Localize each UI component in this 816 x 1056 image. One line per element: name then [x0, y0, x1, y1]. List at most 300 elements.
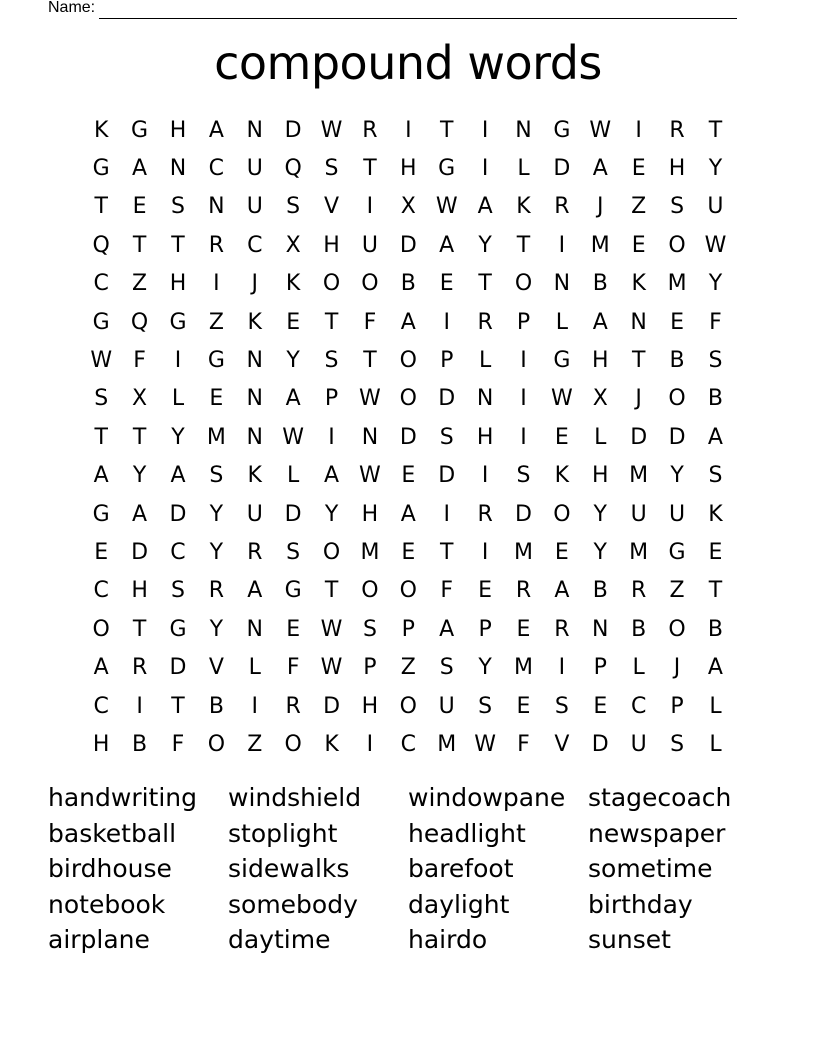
grid-letter[interactable]: D [323, 693, 341, 719]
grid-letter[interactable]: A [707, 424, 723, 450]
grid-letter[interactable]: T [94, 424, 108, 450]
grid-letter[interactable]: G [92, 501, 110, 527]
grid-letter[interactable]: Z [132, 271, 148, 297]
grid-letter[interactable]: N [361, 424, 379, 450]
grid-letter[interactable]: R [208, 578, 225, 604]
grid-letter[interactable]: W [359, 463, 381, 489]
grid-letter[interactable]: O [668, 232, 686, 258]
grid-letter[interactable]: O [514, 271, 533, 297]
grid-letter[interactable]: H [668, 156, 686, 182]
grid-letter[interactable]: W [359, 386, 381, 412]
grid-letter[interactable]: X [132, 386, 148, 412]
grid-letter[interactable]: R [131, 655, 148, 681]
grid-letter[interactable]: X [400, 194, 416, 220]
grid-letter[interactable]: D [515, 501, 532, 527]
grid-letter[interactable]: M [206, 424, 226, 450]
grid-letter[interactable]: A [400, 501, 416, 527]
grid-letter[interactable]: B [631, 616, 647, 642]
grid-letter[interactable]: O [553, 501, 571, 527]
grid-letter[interactable]: O [92, 616, 110, 642]
grid-letter[interactable]: D [169, 501, 187, 527]
grid-letter[interactable]: P [401, 616, 415, 642]
grid-letter[interactable]: N [246, 386, 263, 412]
page-title: compound words [214, 36, 602, 90]
grid-letter[interactable]: I [520, 386, 527, 412]
grid-letter[interactable]: R [208, 232, 225, 258]
grid-letter[interactable]: K [247, 309, 262, 335]
grid-letter[interactable]: A [477, 194, 493, 220]
grid-letter[interactable]: S [670, 731, 685, 757]
grid-letter[interactable]: U [361, 232, 378, 258]
grid-letter[interactable]: O [207, 731, 226, 757]
grid-letter[interactable]: P [324, 386, 339, 412]
grid-letter[interactable]: W [474, 731, 496, 757]
grid-letter[interactable]: A [285, 386, 301, 412]
grid-letter[interactable]: I [558, 232, 566, 258]
grid-letter[interactable]: Z [208, 309, 224, 335]
grid-letter[interactable]: T [363, 348, 377, 374]
grid-letter[interactable]: L [594, 424, 607, 450]
grid-letter[interactable]: I [481, 156, 489, 182]
grid-letter[interactable]: H [361, 693, 379, 719]
grid-letter[interactable]: E [593, 693, 608, 719]
grid-letter[interactable]: G [438, 156, 456, 182]
grid-letter[interactable]: R [669, 117, 685, 143]
grid-letter[interactable]: E [478, 578, 493, 604]
grid-letter[interactable]: B [132, 731, 148, 757]
grid-letter[interactable]: Q [284, 156, 302, 182]
grid-letter[interactable]: O [668, 386, 686, 412]
grid-letter[interactable]: G [668, 539, 686, 565]
grid-letter[interactable]: T [324, 309, 339, 335]
grid-letter[interactable]: G [92, 309, 110, 335]
grid-letter[interactable]: W [704, 232, 727, 258]
grid-letter[interactable]: K [324, 731, 339, 757]
grid-letter[interactable]: A [170, 463, 186, 489]
grid-letter[interactable]: C [170, 539, 186, 565]
grid-letter[interactable]: I [520, 348, 527, 374]
grid-letter[interactable]: T [631, 348, 646, 374]
grid-letter[interactable]: G [553, 348, 571, 374]
grid-letter[interactable]: H [169, 117, 187, 143]
grid-letter[interactable]: G [131, 117, 149, 143]
grid-letter[interactable]: A [93, 463, 109, 489]
grid-letter[interactable]: K [554, 463, 570, 489]
grid-letter[interactable]: K [631, 271, 646, 297]
grid-letter[interactable]: W [320, 117, 343, 143]
grid-letter[interactable]: Y [478, 655, 492, 681]
grid-letter[interactable]: O [399, 578, 417, 604]
grid-letter[interactable]: O [322, 539, 341, 565]
grid-letter[interactable]: C [93, 693, 109, 719]
grid-letter[interactable]: S [362, 616, 377, 642]
grid-letter[interactable]: S [439, 424, 454, 450]
grid-letter[interactable]: K [247, 463, 262, 489]
grid-letter[interactable]: E [209, 386, 224, 412]
grid-letter[interactable]: H [169, 271, 187, 297]
grid-letter[interactable]: B [707, 386, 723, 412]
name-blank-line[interactable] [99, 4, 737, 19]
grid-letter[interactable]: T [171, 232, 185, 258]
grid-letter[interactable]: E [401, 463, 416, 489]
grid-letter[interactable]: U [630, 731, 647, 757]
grid-letter[interactable]: P [670, 693, 684, 719]
grid-letter[interactable]: D [438, 386, 456, 412]
word-list-item: basketball [48, 818, 177, 848]
grid-letter[interactable]: P [516, 309, 531, 335]
grid-letter[interactable]: U [630, 501, 647, 527]
grid-letter[interactable]: Z [669, 578, 685, 604]
grid-letter[interactable]: S [324, 156, 339, 182]
grid-letter[interactable]: E [554, 424, 569, 450]
grid-letter[interactable]: S [286, 194, 301, 220]
grid-letter[interactable]: E [708, 539, 723, 565]
grid-letter[interactable]: A [554, 578, 570, 604]
grid-letter[interactable]: C [208, 156, 225, 182]
grid-letter[interactable]: A [439, 232, 455, 258]
grid-letter[interactable]: I [520, 424, 527, 450]
grid-letter[interactable]: E [631, 232, 646, 258]
grid-letter[interactable]: E [132, 194, 147, 220]
grid-letter[interactable]: R [477, 309, 493, 335]
grid-letter[interactable]: Z [400, 655, 416, 681]
grid-letter[interactable]: N [515, 117, 532, 143]
grid-letter[interactable]: L [517, 156, 530, 182]
grid-letter[interactable]: T [324, 578, 339, 604]
grid-letter[interactable]: W [90, 348, 113, 374]
grid-letter[interactable]: F [171, 731, 185, 757]
grid-letter[interactable]: H [323, 232, 340, 258]
word-list-item: hairdo [408, 925, 488, 955]
grid-letter[interactable]: S [286, 539, 301, 565]
grid-letter[interactable]: A [132, 501, 148, 527]
grid-letter[interactable]: N [246, 424, 263, 450]
grid-letter[interactable]: L [248, 655, 261, 681]
grid-letter[interactable]: J [597, 194, 604, 220]
grid-letter[interactable]: L [478, 348, 492, 374]
grid-letter[interactable]: N [476, 386, 494, 412]
grid-letter[interactable]: Y [593, 501, 607, 527]
grid-letter[interactable]: V [208, 655, 224, 681]
grid-letter[interactable]: S [708, 348, 723, 374]
grid-letter[interactable]: U [669, 501, 686, 527]
grid-letter[interactable]: N [246, 348, 263, 374]
grid-letter[interactable]: W [435, 194, 458, 220]
grid-letter[interactable]: R [554, 616, 570, 642]
grid-letter[interactable]: N [246, 616, 263, 642]
grid-letter[interactable]: F [363, 309, 377, 335]
grid-letter[interactable]: W [589, 117, 612, 143]
grid-letter[interactable]: A [208, 117, 224, 143]
grid-letter[interactable]: R [554, 194, 570, 220]
grid-letter[interactable]: V [554, 731, 570, 757]
grid-letter[interactable]: S [170, 194, 185, 220]
grid-letter[interactable]: A [592, 309, 608, 335]
grid-letter[interactable]: S [324, 348, 339, 374]
grid-letter[interactable]: H [592, 463, 609, 489]
grid-letter[interactable]: Y [209, 616, 224, 642]
grid-letter[interactable]: E [439, 271, 454, 297]
grid-letter[interactable]: M [590, 232, 610, 258]
grid-letter[interactable]: S [170, 578, 185, 604]
grid-letter[interactable]: N [169, 156, 187, 182]
grid-letter[interactable]: M [514, 539, 533, 565]
grid-letter[interactable]: A [247, 578, 263, 604]
grid-letter[interactable]: J [635, 386, 642, 412]
grid-letter[interactable]: I [366, 194, 374, 220]
grid-letter[interactable]: M [437, 731, 457, 757]
grid-letter[interactable]: D [284, 501, 302, 527]
grid-letter[interactable]: N [630, 309, 647, 335]
word-list-item: airplane [48, 925, 150, 955]
grid-letter[interactable]: H [92, 731, 110, 757]
grid-letter[interactable]: N [246, 117, 263, 143]
grid-letter[interactable]: I [481, 539, 489, 565]
grid-letter[interactable]: H [361, 501, 379, 527]
grid-letter[interactable]: Z [247, 731, 263, 757]
grid-letter[interactable]: G [169, 309, 187, 335]
grid-letter[interactable]: A [93, 655, 109, 681]
grid-letter[interactable]: T [171, 693, 185, 719]
grid-letter[interactable]: I [136, 693, 143, 719]
grid-letter[interactable]: I [481, 463, 489, 489]
grid-letter[interactable]: I [558, 655, 566, 681]
grid-letter[interactable]: F [709, 309, 722, 335]
grid-letter[interactable]: U [707, 194, 724, 220]
grid-letter[interactable]: Y [171, 424, 185, 450]
word-list-item: somebody [228, 889, 358, 919]
grid-letter[interactable]: K [93, 117, 109, 143]
grid-letter[interactable]: D [553, 156, 571, 182]
grid-letter[interactable]: E [94, 539, 109, 565]
grid-letter[interactable]: E [401, 539, 416, 565]
grid-letter[interactable]: D [284, 117, 302, 143]
grid-letter[interactable]: I [443, 501, 450, 527]
grid-letter[interactable]: T [708, 578, 723, 604]
grid-letter[interactable]: T [439, 117, 454, 143]
grid-letter[interactable]: H [476, 424, 494, 450]
grid-letter[interactable]: E [554, 539, 569, 565]
grid-letter[interactable]: Y [286, 348, 300, 374]
grid-letter[interactable]: D [630, 424, 648, 450]
grid-letter[interactable]: Y [593, 539, 607, 565]
grid-letter[interactable]: F [133, 348, 146, 374]
grid-letter[interactable]: L [709, 693, 722, 719]
grid-letter[interactable]: X [592, 386, 608, 412]
grid-letter[interactable]: M [629, 539, 649, 565]
grid-letter[interactable]: E [670, 309, 684, 335]
grid-letter[interactable]: Y [209, 539, 224, 565]
grid-letter[interactable]: M [629, 463, 649, 489]
word-list-item: stagecoach [588, 783, 732, 813]
name-field [48, 0, 737, 19]
grid-letter[interactable]: C [400, 731, 416, 757]
grid-letter[interactable]: P [593, 655, 607, 681]
grid-letter[interactable]: M [360, 539, 380, 565]
grid-letter[interactable]: I [481, 117, 489, 143]
grid-letter[interactable]: L [709, 731, 722, 757]
grid-letter[interactable]: J [673, 655, 681, 681]
grid-letter[interactable]: U [246, 156, 263, 182]
grid-letter[interactable]: I [366, 731, 374, 757]
grid-letter[interactable]: B [669, 348, 685, 374]
grid-letter[interactable]: O [399, 348, 417, 374]
grid-letter[interactable]: B [400, 271, 416, 297]
grid-letter[interactable]: I [213, 271, 220, 297]
grid-letter[interactable]: E [516, 693, 531, 719]
grid-letter[interactable]: W [320, 616, 343, 642]
grid-letter[interactable]: E [286, 309, 301, 335]
grid-letter[interactable]: S [708, 463, 723, 489]
grid-letter[interactable]: D [399, 424, 417, 450]
grid-letter[interactable]: T [363, 156, 377, 182]
grid-letter[interactable]: M [667, 271, 687, 297]
grid-letter[interactable]: F [517, 731, 530, 757]
word-list-item: stoplight [228, 818, 338, 848]
grid-letter[interactable]: H [592, 348, 609, 374]
grid-letter[interactable]: E [286, 616, 301, 642]
grid-letter[interactable]: T [708, 117, 723, 143]
grid-letter[interactable]: C [630, 693, 647, 719]
grid-letter[interactable]: T [132, 232, 147, 258]
grid-letter[interactable]: U [246, 194, 263, 220]
grid-letter[interactable]: G [284, 578, 302, 604]
grid-letter[interactable]: Z [631, 194, 647, 220]
grid-letter[interactable]: H [131, 578, 148, 604]
grid-letter[interactable]: Y [478, 232, 492, 258]
grid-letter[interactable]: O [399, 693, 417, 719]
grid-letter[interactable]: P [440, 348, 454, 374]
grid-letter[interactable]: Y [209, 501, 224, 527]
grid-letter[interactable]: T [439, 539, 454, 565]
grid-letter[interactable]: P [478, 616, 492, 642]
grid-letter[interactable]: T [132, 424, 147, 450]
grid-letter[interactable]: O [668, 616, 686, 642]
grid-letter[interactable]: D [169, 655, 187, 681]
grid-letter[interactable]: I [328, 424, 335, 450]
grid-letter[interactable]: U [438, 693, 455, 719]
grid-letter[interactable]: I [443, 309, 450, 335]
grid-letter[interactable]: D [438, 463, 456, 489]
grid-letter[interactable]: B [592, 271, 608, 297]
grid-letter[interactable]: L [632, 655, 645, 681]
grid-letter[interactable]: C [247, 232, 263, 258]
grid-letter[interactable]: A [400, 309, 416, 335]
grid-letter[interactable]: G [169, 616, 187, 642]
grid-letter[interactable]: I [405, 117, 412, 143]
grid-letter[interactable]: P [363, 655, 377, 681]
grid-letter[interactable]: O [361, 578, 379, 604]
grid-letter[interactable]: T [132, 616, 147, 642]
grid-letter[interactable]: X [285, 232, 301, 258]
grid-letter[interactable]: G [553, 117, 571, 143]
grid-letter[interactable]: Y [132, 463, 147, 489]
grid-letter[interactable]: N [592, 616, 609, 642]
word-list-item: birdhouse [48, 854, 172, 884]
grid-letter[interactable]: R [477, 501, 493, 527]
grid-letter[interactable]: A [592, 156, 608, 182]
grid-letter[interactable]: J [251, 271, 258, 297]
grid-letter[interactable]: I [251, 693, 258, 719]
grid-letter[interactable]: T [478, 271, 492, 297]
grid-letter[interactable]: S [516, 463, 531, 489]
grid-letter[interactable]: Q [92, 232, 110, 258]
grid-letter[interactable]: A [439, 616, 455, 642]
grid-letter[interactable]: R [631, 578, 647, 604]
grid-letter[interactable]: D [668, 424, 686, 450]
grid-letter[interactable]: R [362, 117, 378, 143]
grid-letter[interactable]: T [94, 194, 108, 220]
grid-letter[interactable]: S [670, 194, 685, 220]
grid-letter[interactable]: I [174, 348, 182, 374]
grid-letter[interactable]: U [246, 501, 263, 527]
grid-letter[interactable]: A [132, 156, 148, 182]
grid-letter[interactable]: H [400, 156, 417, 182]
grid-letter[interactable]: B [208, 693, 224, 719]
grid-letter[interactable]: F [286, 655, 300, 681]
grid-letter[interactable]: O [322, 271, 341, 297]
grid-letter[interactable]: L [171, 386, 185, 412]
grid-letter[interactable]: Y [708, 271, 723, 297]
grid-letter[interactable]: I [635, 117, 642, 143]
grid-letter[interactable]: K [285, 271, 301, 297]
grid-letter[interactable]: C [93, 578, 109, 604]
grid-letter[interactable]: N [208, 194, 225, 220]
grid-letter[interactable]: B [707, 616, 723, 642]
grid-letter[interactable]: R [285, 693, 301, 719]
grid-letter[interactable]: T [516, 232, 531, 258]
grid-letter[interactable]: A [324, 463, 340, 489]
grid-letter[interactable]: O [399, 386, 417, 412]
grid-letter[interactable]: B [592, 578, 608, 604]
grid-letter[interactable]: D [131, 539, 149, 565]
grid-letter[interactable]: W [320, 655, 343, 681]
word-list-item: sunset [588, 925, 671, 955]
grid-letter[interactable]: E [631, 156, 646, 182]
grid-letter[interactable]: N [553, 271, 571, 297]
grid-letter[interactable]: R [247, 539, 263, 565]
grid-letter[interactable]: S [94, 386, 109, 412]
grid-letter[interactable]: S [209, 463, 224, 489]
grid-letter[interactable]: L [287, 463, 300, 489]
grid-letter[interactable]: O [361, 271, 379, 297]
grid-letter[interactable]: E [516, 616, 531, 642]
grid-letter[interactable]: Y [708, 156, 723, 182]
grid-letter[interactable]: G [92, 156, 110, 182]
grid-letter[interactable]: F [440, 578, 454, 604]
grid-letter[interactable]: S [439, 655, 454, 681]
grid-letter[interactable]: S [554, 693, 569, 719]
grid-letter[interactable]: D [399, 232, 417, 258]
grid-letter[interactable]: D [591, 731, 609, 757]
grid-letter[interactable]: W [551, 386, 573, 412]
grid-letter[interactable]: M [514, 655, 533, 681]
grid-letter[interactable]: W [282, 424, 305, 450]
grid-letter[interactable]: O [284, 731, 302, 757]
grid-letter[interactable]: K [516, 194, 531, 220]
grid-letter[interactable]: R [515, 578, 532, 604]
grid-letter[interactable]: A [707, 655, 723, 681]
grid-letter[interactable]: Y [324, 501, 339, 527]
grid-letter[interactable]: S [478, 693, 493, 719]
grid-letter[interactable]: C [93, 271, 109, 297]
grid-letter[interactable]: Y [670, 463, 684, 489]
grid-letter[interactable]: L [555, 309, 569, 335]
grid-letter[interactable]: V [324, 194, 340, 220]
grid-letter[interactable]: Q [130, 309, 149, 335]
grid-letter[interactable]: G [207, 348, 225, 374]
grid-letter[interactable]: K [708, 501, 723, 527]
